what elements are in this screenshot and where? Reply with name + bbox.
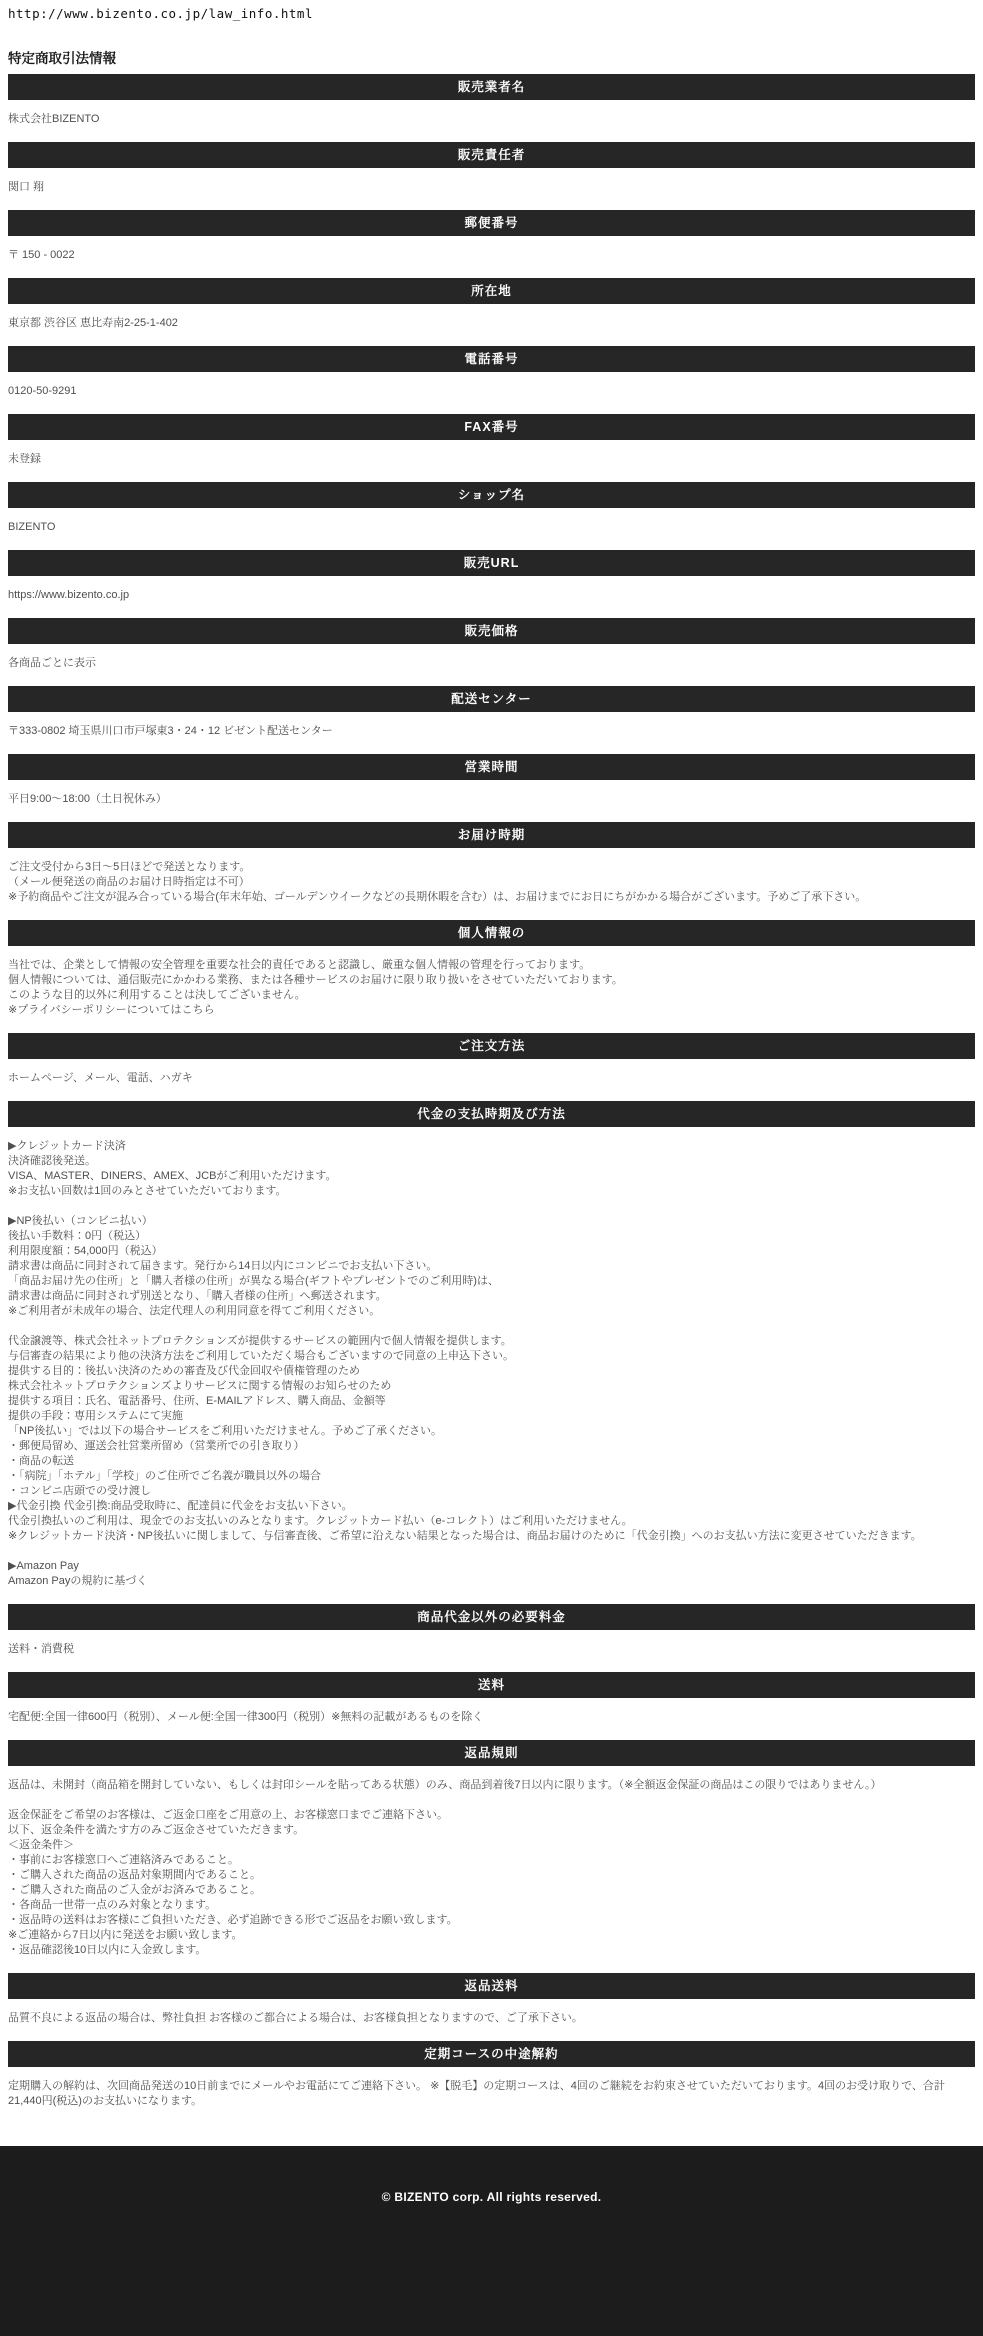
copyright-text: © BIZENTO corp. All rights reserved.	[381, 2190, 602, 2204]
text-line: 代金引換払いのご利用は、現金でのお支払いのみとなります。クレジットカード払い（e-コレクト）はご利用いただけません。	[8, 1515, 633, 1527]
text-line	[8, 1199, 975, 1214]
text-line: 東京都 渋谷区 恵比寿南2-25-1-402	[8, 317, 178, 329]
section-content	[8, 644, 975, 686]
section-header: 販売URL	[8, 550, 975, 576]
text-line: 定期購入の解約は、次回商品発送の10日前までにメールやお電話にてご連絡下さい。 ※【脱毛】の定期コースは、4回のご継続をお約束させていただいております。4回のお受け取りで、合計21,440円(税込)のお支払いになります。	[8, 2080, 945, 2107]
text-line: 利用限度額：54,000円（税込）	[8, 1245, 163, 1257]
text-line: 以下、返金条件を満たす方のみご返金させていただきます。	[8, 1824, 305, 1836]
section-content	[8, 1630, 975, 1672]
section-header: 返品規則	[8, 1740, 975, 1766]
section-header: 電話番号	[8, 346, 975, 372]
text-line: 〒333-0802 埼玉県川口市戸塚東3・24・12 ビゼント配送センター	[8, 725, 333, 737]
section-header: お届け時期	[8, 822, 975, 848]
text-line: 提供する目的：後払い決済のための審査及び代金回収や債権管理のため	[8, 1365, 360, 1377]
text-line: 株式会社ネットプロテクションズよりサービスに関する情報のお知らせのため	[8, 1380, 392, 1392]
text-line: ※ご利用者が未成年の場合、法定代理人の利用同意を得てご利用ください。	[8, 1305, 381, 1317]
section-content	[8, 2067, 975, 2124]
section-header: 販売責任者	[8, 142, 975, 168]
text-line: ※クレジットカード決済・NP後払いに関しまして、与信審査後、ご希望に沿えない結果となった場合は、商品お届けのために「代金引換」へのお支払い方法に変更させていただきます。	[8, 1530, 922, 1542]
text-line: 関口 翔	[8, 181, 45, 193]
section-header: FAX番号	[8, 414, 975, 440]
section	[8, 1033, 975, 1101]
section-content	[8, 1127, 975, 1604]
section-content	[8, 1766, 975, 1973]
section-header: 返品送料	[8, 1973, 975, 1999]
sections-container	[8, 74, 975, 2124]
section-header: 代金の支払時期及び方法	[8, 1101, 975, 1127]
text-line: 提供する項目：氏名、電話番号、住所、E-MAILアドレス、購入商品、金額等	[8, 1395, 386, 1407]
text-line: 0120-50-9291	[8, 385, 77, 397]
section-content	[8, 848, 975, 920]
text-line: VISA、MASTER、DINERS、AMEX、JCBがご利用いただけます。	[8, 1170, 337, 1182]
text-line: ▶クレジットカード決済	[8, 1140, 126, 1152]
section-content	[8, 100, 975, 142]
section	[8, 414, 975, 482]
text-line: ▶NP後払い（コンビニ払い）	[8, 1215, 153, 1227]
section	[8, 920, 975, 1033]
text-line: ・コンビニ店頭での受け渡し	[8, 1485, 151, 1497]
footer	[0, 2146, 983, 2336]
text-line: 各商品ごとに表示	[8, 657, 96, 669]
section-header: 送料	[8, 1672, 975, 1698]
section	[8, 278, 975, 346]
text-line	[8, 1544, 975, 1559]
section-content	[8, 1698, 975, 1740]
section	[8, 1604, 975, 1672]
text-line: ・ご購入された商品のご入金がお済みであること。	[8, 1884, 261, 1896]
text-line: ・各商品一世帯一点のみ対象となります。	[8, 1899, 217, 1911]
page-title: 特定商取引法情報	[8, 51, 116, 66]
section	[8, 686, 975, 754]
text-line: 「NP後払い」では以下の場合サービスをご利用いただけません。予めご了承ください。	[8, 1425, 442, 1437]
section	[8, 754, 975, 822]
text-line: 個人情報については、通信販売にかかわる業務、または各種サービスのお届けに限り取り扱いをさせていただいております。	[8, 974, 623, 986]
section-header: 郵便番号	[8, 210, 975, 236]
section	[8, 74, 975, 142]
section-header: ご注文方法	[8, 1033, 975, 1059]
text-line: https://www.bizento.co.jp	[8, 589, 130, 601]
section	[8, 1973, 975, 2041]
section-content	[8, 168, 975, 210]
text-line: 返金保証をご希望のお客様は、ご返金口座をご用意の上、お客様窓口までご連絡下さい。	[8, 1809, 448, 1821]
text-line: 請求書は商品に同封されて届きます。発行から14日以内にコンビニでお支払い下さい。	[8, 1260, 438, 1272]
text-line: ▶代金引換 代金引換:商品受取時に、配達員に代金をお支払い下さい。	[8, 1500, 353, 1512]
section-content	[8, 372, 975, 414]
text-line: 宅配便:全国一律600円（税別）、メール便:全国一律300円（税別）※無料の記載があるものを除く	[8, 1711, 484, 1723]
text-line: ・返品時の送料はお客様にご負担いただき、必ず追跡できる形でご返品をお願い致します。	[8, 1914, 458, 1926]
section	[8, 346, 975, 414]
section-content	[8, 576, 975, 618]
section-header: 所在地	[8, 278, 975, 304]
text-line	[8, 1319, 975, 1334]
text-line: ※お支払い回数は1回のみとさせていただいております。	[8, 1185, 287, 1197]
text-line	[8, 1793, 975, 1808]
text-line: 当社では、企業として情報の安全管理を重要な社会的責任であると認識し、厳重な個人情報の管理を行っております。	[8, 959, 591, 971]
section-content	[8, 508, 975, 550]
text-line: 「商品お届け先の住所」と「購入者様の住所」が異なる場合(ギフトやプレゼントでのご利用時)は、	[8, 1275, 499, 1287]
text-line: ※ご連絡から7日以内に発送をお願い致します。	[8, 1929, 243, 1941]
section-content	[8, 440, 975, 482]
text-line: 代金譲渡等、株式会社ネットプロテクションズが提供するサービスの範囲内で個人情報を提供します。	[8, 1335, 512, 1347]
text-line: BIZENTO	[8, 521, 56, 533]
text-line: ・商品の転送	[8, 1455, 74, 1467]
text-line: 請求書は商品に同封されず別送となり、「購入者様の住所」へ郵送されます。	[8, 1290, 387, 1302]
section-header: 定期コースの中途解約	[8, 2041, 975, 2067]
page-url: http://www.bizento.co.jp/law_info.html	[8, 6, 313, 21]
text-line: 未登録	[8, 453, 41, 465]
section	[8, 1672, 975, 1740]
text-line: ホームページ、メール、電話、ハガキ	[8, 1072, 193, 1084]
section	[8, 822, 975, 920]
section-header: 販売価格	[8, 618, 975, 644]
section-header: 営業時間	[8, 754, 975, 780]
text-line: 株式会社BIZENTO	[8, 113, 100, 125]
section-content	[8, 304, 975, 346]
text-line: このような目的以外に利用することは決してございません。	[8, 989, 306, 1001]
text-line: 決済確認後発送。	[8, 1155, 96, 1167]
section-header: 個人情報の	[8, 920, 975, 946]
section	[8, 1101, 975, 1604]
text-line: 返品は、未開封（商品箱を開封していない、もしくは封印シールを貼ってある状態）のみ、商品到着後7日以内に限ります。（※全額返金保証の商品はこの限りではありません。）	[8, 1779, 882, 1791]
text-line: ・郵便局留め、運送会社営業所留め（営業所での引き取り）	[8, 1440, 305, 1452]
text-line: 品質不良による返品の場合は、弊社負担 お客様のご都合による場合は、お客様負担となりますので、ご了承下さい。	[8, 2012, 583, 2024]
text-line: ・返品確認後10日以内に入金致します。	[8, 1944, 207, 1956]
text-line: ・「病院」「ホテル」「学校」のご住所でご名義が職員以外の場合	[8, 1470, 321, 1482]
section	[8, 482, 975, 550]
section-header: 配送センター	[8, 686, 975, 712]
section-header: 商品代金以外の必要料金	[8, 1604, 975, 1630]
text-line: 送料・消費税	[8, 1643, 74, 1655]
text-line: 与信審査の結果により他の決済方法をご利用していただく場合もございますので同意の上申込下さい。	[8, 1350, 514, 1362]
text-line: 提供の手段：専用システムにて実施	[8, 1410, 183, 1422]
text-line: 〒 150 - 0022	[8, 249, 75, 261]
text-line: 後払い手数料：0円（税込）	[8, 1230, 147, 1242]
text-line: Amazon Payの規約に基づく	[8, 1575, 148, 1587]
text-line: ※予約商品やご注文が混み合っている場合(年末年始、ゴールデンウイークなどの長期休暇を含む）は、お届けまでにお日にちがかかる場合がございます。予めご了承下さい。	[8, 891, 867, 903]
section-header: ショップ名	[8, 482, 975, 508]
section	[8, 1740, 975, 1973]
section	[8, 210, 975, 278]
section	[8, 618, 975, 686]
text-line: ・ご購入された商品の返品対象期間内であること。	[8, 1869, 261, 1881]
section-content	[8, 1059, 975, 1101]
text-line: ご注文受付から3日〜5日ほどで発送となります。	[8, 861, 251, 873]
text-line: ＜返金条件＞	[8, 1839, 74, 1851]
section-content	[8, 236, 975, 278]
section	[8, 550, 975, 618]
text-line: ▶Amazon Pay	[8, 1560, 79, 1572]
text-line: （メール便発送の商品のお届け日時指定は不可）	[8, 876, 250, 888]
section-content	[8, 712, 975, 754]
section	[8, 142, 975, 210]
section-content	[8, 780, 975, 822]
section-content	[8, 946, 975, 1033]
section-content	[8, 1999, 975, 2041]
text-line: 平日9:00〜18:00（土日祝休み）	[8, 793, 167, 805]
section	[8, 2041, 975, 2124]
section-header: 販売業者名	[8, 74, 975, 100]
text-line: ※プライバシーポリシーについてはこちら	[8, 1004, 215, 1016]
text-line: ・事前にお客様窓口へご連絡済みであること。	[8, 1854, 239, 1866]
